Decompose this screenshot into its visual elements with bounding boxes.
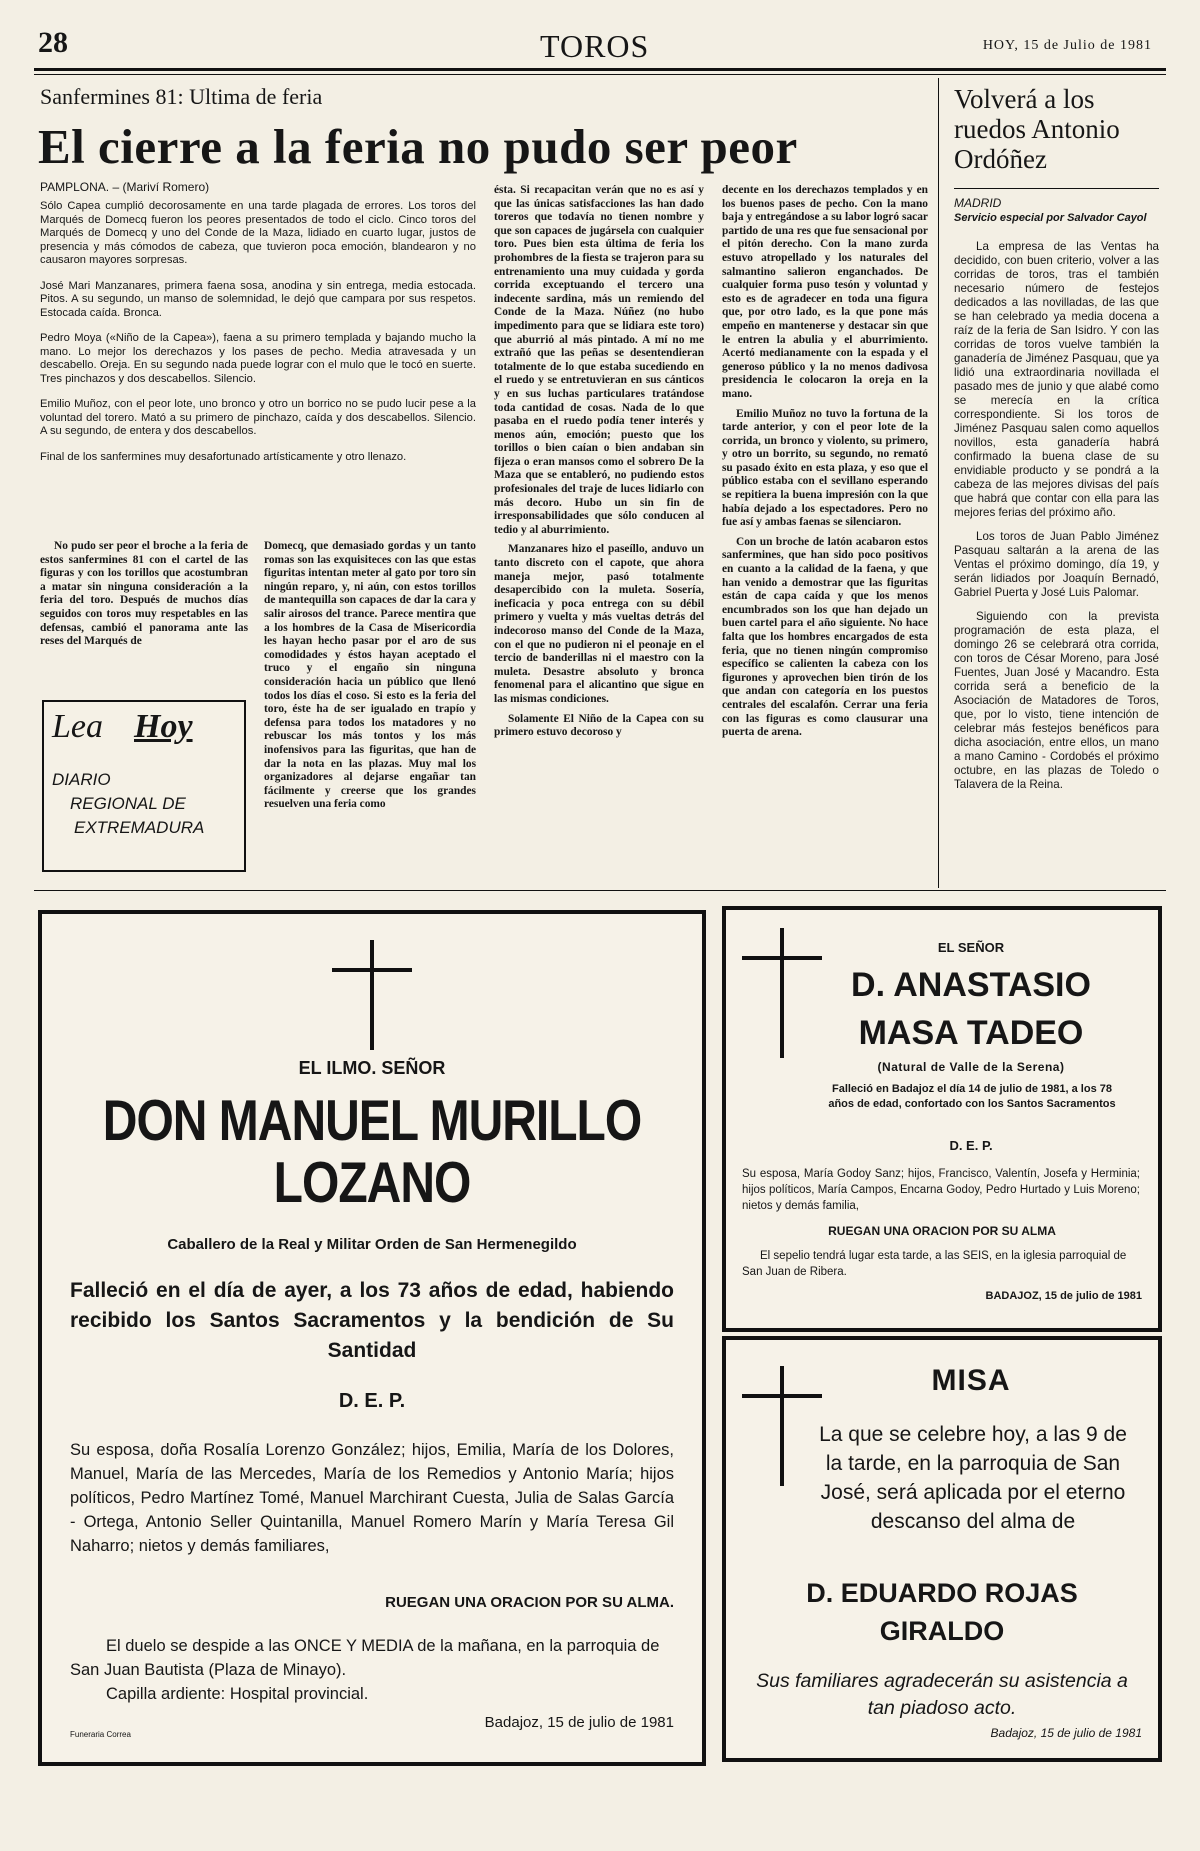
misa-name-line-2: GIRALDO xyxy=(879,1616,1005,1646)
obit-funeral-time: El duelo se despide a las ONCE Y MEDIA de la mañana, en la parroquia de San Juan Bautista (Plaza de Minayo). xyxy=(70,1637,660,1679)
body-paragraph: Domecq, que demasiado gordas y un tanto romas son las exquisiteces con las que estas figuritas intentan meter al gato por toro sin ningún reparo, y, ni aún, con estos torillos de mantequilla son capaces de dar la cara y salir airosos del trance. Parece mentira que a los hombres de la Casa de Misericordia les hayan hecho pasar por el aro de sus comodidades y éstos hayan aceptado el truco y el engaño sin ninguna consideración hacia un público que llenó todos los días el coso. Si esto es la feria del toro, éste ha de ser igualado en trapío y defensa para todos los matadores y no rebuscar los más tontos y los más inofensivos para las figuritas, que han de dar la nota en las plazas. Muy mal los organizadores al dejarse engañar tan fácilmente y creerse que los grandes resuelven una feria como xyxy=(264,540,476,811)
body-paragraph: No pudo ser peor el broche a la feria de estos sanfermines 81 con el cartel de las figuras y con los torillos que acostumbran a matar sin ninguna consideración a la feria del toro. Después de muchos días seguidos con toros muy respetables en las defensas, cambió el panorama ante las reses del Marqués de xyxy=(40,540,248,648)
misa-date: Badajoz, 15 de julio de 1981 xyxy=(990,1726,1142,1740)
obit-name-line-1: DON MANUEL MURILLO xyxy=(102,1089,642,1154)
section-rule xyxy=(34,890,1166,891)
obit-dep: D. E. P. xyxy=(949,1138,993,1153)
obit-pray: RUEGAN UNA ORACION POR SU ALMA xyxy=(828,1224,1056,1238)
obit-chapel: Capilla ardiente: Hospital provincial. xyxy=(106,1685,369,1703)
lead-paragraph: Pedro Moya («Niño de la Capea»), faena a su primero templada y bajando mucho la mano. Lo mejor los derechazos y los pases de pecho. Media atravesada y un descabello. Oreja. En su segundo nada puede lograr con el mulo que le tocó en suerte. Tres pinchazos y dos descabellos. Silencio. xyxy=(40,332,476,385)
column-divider xyxy=(938,78,939,888)
sidebar-body xyxy=(954,240,1159,802)
section-title: TOROS xyxy=(540,28,650,64)
body-paragraph: ésta. Si recapacitan verán que no es así y que las únicas satisfacciones las han dado toreros que todavía no tienen nombre y que son capaces de jugársela con cualquier toro. Pues bien esta última de feria los prohombres de la fiesta se trajeron para su entrenamiento una muy cuidada y gorda corrida exceptuando el tercero una indecente sardina, más un remiendo del Conde de la Maza. Núñez (no hubo impedimento para que se lidiara este toro) que aburrió al más pintado. A mí no me extrañó que las peñas se desentendieran totalmente de lo que estaba sucediendo en el ruedo y se entretuvieran en sus cánticos y en sus luchas particulares tratándose toda cantidad de cosas. Nada de lo que pasaba en el ruedo podía tener interés y menos aún, emoción; puesto que los torillos o bien caían o bien andaban sin fijeza o eran mansos como el sobrero De la Maza que se entableró, no pudiendo estos profesionales del traje de luces lidiarlo con más decoro. Hubo un sin fin de irresponsabilidades que sólo conducen al tedio y al aburrimiento. xyxy=(494,184,704,536)
sidebar-location: MADRID xyxy=(954,196,1002,210)
funeral-agency: Funeraria Correa xyxy=(70,1730,131,1739)
obit-family: Su esposa, doña Rosalía Lorenzo González; hijos, Emilia, María de los Dolores, Manuel, María de las Mercedes, María de los Remedios y Antonio María; hijos políticos, Pedro Martínez Tomé, Manuel Marchirant Cuesta, Julia de Salas García - Ortega, Antonio Seller Quintanilla, Manuel Romero Marín y María Teresa Gil Naharro; nietos y demás familiares, xyxy=(70,1441,674,1555)
obit-title-line: EL ILMO. SEÑOR xyxy=(298,1058,446,1078)
obit-family: Su esposa, María Godoy Sanz; hijos, Francisco, Valentín, Josefa y Herminia; hijos políticos, María Campos, Encarna Godoy, Pedro Hurtado y Luis Moreno; nietos y demás familia, xyxy=(742,1168,1140,1212)
sidebar-title: Volverá a los ruedos Antonio Ordóñez xyxy=(954,84,1120,174)
obit-name-line-1: D. ANASTASIO xyxy=(851,966,1091,1004)
obit-title-line: EL SEÑOR xyxy=(937,940,1005,955)
misa-name-line-1: D. EDUARDO ROJAS xyxy=(806,1578,1078,1608)
obit-name-line-2: MASA TADEO xyxy=(858,1014,1084,1052)
misa-thanks: Sus familiares agradecerán su asistencia a tan piadoso acto. xyxy=(756,1670,1128,1719)
article-headline: El cierre a la feria no pudo ser peor xyxy=(38,119,798,174)
body-paragraph: Solamente El Niño de la Capea con su primero estuvo decoroso y xyxy=(494,712,704,739)
obit-date: Badajoz, 15 de julio de 1981 xyxy=(484,1714,674,1731)
issue-date: HOY, 15 de Julio de 1981 xyxy=(982,38,1152,53)
cross-icon xyxy=(332,940,412,1050)
sidebar-rule xyxy=(954,188,1159,189)
article-column-3 xyxy=(494,184,704,746)
sidebar-service: Servicio especial por Salvador Cayol xyxy=(954,212,1147,224)
ad-line-3: EXTREMADURA xyxy=(74,818,205,837)
page-number: 28 xyxy=(38,26,68,59)
hoy-advertisement xyxy=(42,700,246,872)
article-kicker: Sanfermines 81: Ultima de feria xyxy=(40,84,323,109)
obit-funeral xyxy=(70,1634,674,1706)
body-paragraph: decente en los derechazos templados y en los buenos pases de pecho. Con la mano baja y entregándose a su labor logró sacar partido de una res que fue sensacional por el pitón derecho. Con la mano zurda estuvo atropellado y los naturales del salmantino salieron enganchados. De cualquier forma puso tesón y voluntad y esto es de agradecer en toda una figura que, por otro lado, es la que pone más empeño en mantenerse y destacar sin que le entren la abulia y el aburrimiento. Acertó medianamente con la espada y el generoso público y la no menos dadivosa presidencia le colocaron la oreja en la mano. xyxy=(722,184,928,400)
ad-line-2: REGIONAL DE xyxy=(70,794,186,813)
obituary-murillo xyxy=(38,910,706,1766)
body-paragraph: Con un broche de latón acabaron estos sanfermines, que han sido poco positivos en cuanto a la calidad de la faena, y que han venido a demostrar que las figuritas están de capa caída y que los menos encumbrados son los que han dejado un buen cartel para el año siguiente. No hace falta que los hombres encargados de esta feria, que no tienen ningún compromiso específico se calienten la cabeza con los figurones y aprovechen bien tirón de los que andan con categoría en los puestos centrales del escalafón. Cerrar una feria con las figuras es como clausurar una puerta de arena. xyxy=(722,535,928,739)
article-byline: PAMPLONA. – (Mariví Romero) xyxy=(40,180,210,194)
obit-burial: El sepelio tendrá lugar esta tarde, a las SEIS, en la iglesia parroquial de San Juan de Ribera. xyxy=(742,1250,1127,1278)
lead-paragraph: Sólo Capea cumplió decorosamente en una tarde plagada de errores. Los toros del Marqués de Domecq fueron los peores presentados de todo el ciclo. Cinco toros del Marqués de Domecq y uno del Conde de la Maza, lidiado en cuarto lugar, justos de presencia y más cómodos de cabeza, que tuvieron poca emoción, blandearon y no causaron mayores sorpresas. xyxy=(40,200,476,266)
lead-paragraph: José Mari Manzanares, primera faena sosa, anodina y sin entrega, media estocada. Pitos. A su segundo, un manso de solemnidad, le dejó que campara por sus respetos. Estocada caída. Bronca. xyxy=(40,279,476,319)
obit-death-notice: Falleció en Badajoz el día 14 de julio de 1981, a los 78 años de edad, confortado con los Santos Sacramentos xyxy=(828,1083,1116,1110)
header-rule-thin xyxy=(34,74,1166,75)
ad-line-1: DIARIO xyxy=(52,770,111,789)
sidebar-paragraph: La empresa de las Ventas ha decidido, con buen criterio, volver a las corridas de toros, tras el también necesario número de festejos dedicados a las novilladas, de las que se han celebrado ya media docena a raíz de la feria de San Isidro. Y con las corridas de toros vuelve también la ganadería de Jiménez Pasquau, que ya lidió una extraordinaria novillada el pasado mes de junio y que alabé como se merecía en la crítica correspondiente. Si los toros de Jiménez Pasquau salen como aquellos novillos, esta ganadería habrá confirmado la buena clase de su envidiable producto y se pondrá a la cabeza de las mejores divisas del país que habrá que contar con ella para las mejores ferias del próximo año. xyxy=(954,240,1159,519)
hoy-logo: Hoy xyxy=(134,708,193,745)
lead-paragraph: Final de los sanfermines muy desafortunado artísticamente y otro llenazo. xyxy=(40,450,407,463)
article-column-2 xyxy=(264,540,476,818)
obit-pray: RUEGAN UNA ORACION POR SU ALMA. xyxy=(385,1594,674,1611)
sidebar-paragraph: Los toros de Juan Pablo Jiménez Pasquau saltarán a la arena de las Ventas el próximo domingo, día 19, y serán lidiados por Joaquín Bernadó, Gabriel Puerta y José Luis Palomar. xyxy=(954,530,1159,599)
ad-lea: Lea xyxy=(52,708,103,745)
article-lead xyxy=(40,200,476,476)
misa-text: La que se celebre hoy, a las 9 de la tarde, en la parroquia de San José, será aplicada por el eterno descanso del alma de xyxy=(819,1423,1127,1533)
obit-name-line-2: LOZANO xyxy=(273,1151,471,1216)
header-rule xyxy=(34,68,1166,71)
sidebar-paragraph: Siguiendo con la prevista programación de esta plaza, el domingo 26 se celebrará otra corrida, con toros de César Moreno, para José Fuentes, Juan José y Macandro. Esta corrida será a beneficio de la Asociación de Matadores de Toros, que, por lo visto, tiene intención de celebrar más festejos benéficos para dicha asociación, entre ellos, un mano a mano Camino - Cordobés el próximo octubre, en las plazas de Toledo o Talavera de la Reina. xyxy=(954,610,1159,791)
obit-origin: (Natural de Valle de la Serena) xyxy=(877,1060,1065,1074)
obit-death-notice: Falleció en el día de ayer, a los 73 años de edad, habiendo recibido los Santos Sacramentos y la bendición de Su Santidad xyxy=(70,1279,674,1362)
misa-notice xyxy=(722,1336,1162,1762)
obit-order: Caballero de la Real y Militar Orden de San Hermenegildo xyxy=(167,1236,577,1253)
article-column-1 xyxy=(40,540,248,655)
lead-paragraph: Emilio Muñoz, con el peor lote, uno bronco y otro un borrico no se pudo lucir pese a la voluntad del torero. Mató a su primero de pinchazo, caída y dos descabellos. Silencio. A su segundo, de entera y dos descabellos. xyxy=(40,398,476,437)
article-column-4 xyxy=(722,184,928,746)
obit-date: BADAJOZ, 15 de julio de 1981 xyxy=(985,1290,1142,1302)
misa-title: MISA xyxy=(931,1364,1011,1397)
obit-dep: D. E. P. xyxy=(338,1390,406,1412)
obituary-masa xyxy=(722,906,1162,1332)
body-paragraph: Emilio Muñoz no tuvo la fortuna de la tarde anterior, y con el peor lote de la corrida, un bronco y violento, su primero, y otro un borrito, su segundo, no remató su pasado éxito en esta plaza, y eso que el público estaba con el sevillano esperando se repitiera la buena impresión con la que había dejado a los espectadores. Pero no fue así y ambas faenas se silenciaron. xyxy=(722,407,928,529)
body-paragraph: Manzanares hizo el paseíllo, anduvo un tanto discreto con el capote, que ahora maneja mejor, pasó totalmente desapercibido con la muleta. Sosería, ineficacia y poca entrega con su débil primero y vuelta y más vueltas detrás del indecoroso manso del Conde de la Maza, con el que no pudieron ni el peonaje en el tercio de banderillas ni el maestro con la muleta. Desastre absoluto y bronca fenomenal para el alicantino que sigue en las mismas condiciones. xyxy=(494,543,704,705)
